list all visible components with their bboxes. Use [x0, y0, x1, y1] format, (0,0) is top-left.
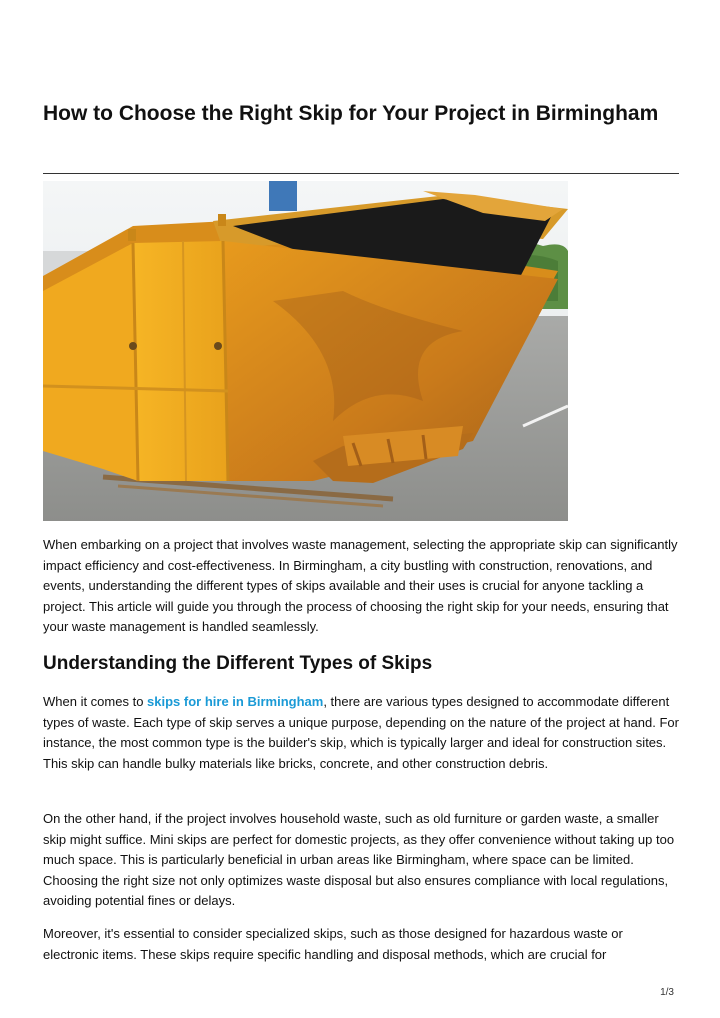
section-heading: Understanding the Different Types of Skips	[43, 653, 433, 674]
paragraph-text: , there are various types designed to accommodate different types of waste. Each type of skip serves a unique purpose, depending on the nature of the project at hand. For instance, the most common type is the builder's skip, which is typically larger and ideal for construction sites. This skip can handle bulky materials like bricks, concrete, and other construction debris.	[43, 694, 679, 771]
article-title: How to Choose the Right Skip for Your Project in Birmingham	[43, 102, 659, 125]
paragraph-specialized-skips: Moreover, it's essential to consider specialized skips, such as those designed for hazardous waste or electronic items. These skips require specific handling and disposal methods, which are crucial for	[43, 926, 623, 962]
skips-hire-link[interactable]: skips for hire in Birmingham	[147, 694, 324, 709]
title-divider	[43, 173, 679, 174]
intro-paragraph: When embarking on a project that involves waste management, selecting the appropriate skip can significantly impact efficiency and cost-effectiveness. In Birmingham, a city bustling with construction, renovations, and events, understanding the different types of skips available and their uses is crucial for anyone tackling a project. This article will guide you through the process of choosing the right skip for your needs, ensuring that your waste management is handled seamlessly.	[43, 537, 678, 635]
paragraph-household-waste: On the other hand, if the project involves household waste, such as old furniture or garden waste, a smaller skip might suffice. Mini skips are perfect for domestic projects, as they offer convenience without taking up too much space. This is particularly beneficial in urban areas like Birmingham, where space can be limited. Choosing the right size not only optimizes waste disposal but also ensures compliance with local regulations, avoiding potential fines or delays.	[43, 811, 675, 909]
page-number: 1/3	[660, 987, 674, 998]
paragraph-text: When it comes to	[43, 694, 148, 709]
paragraph-skip-types	[43, 692, 679, 774]
skip-photo	[43, 181, 568, 521]
